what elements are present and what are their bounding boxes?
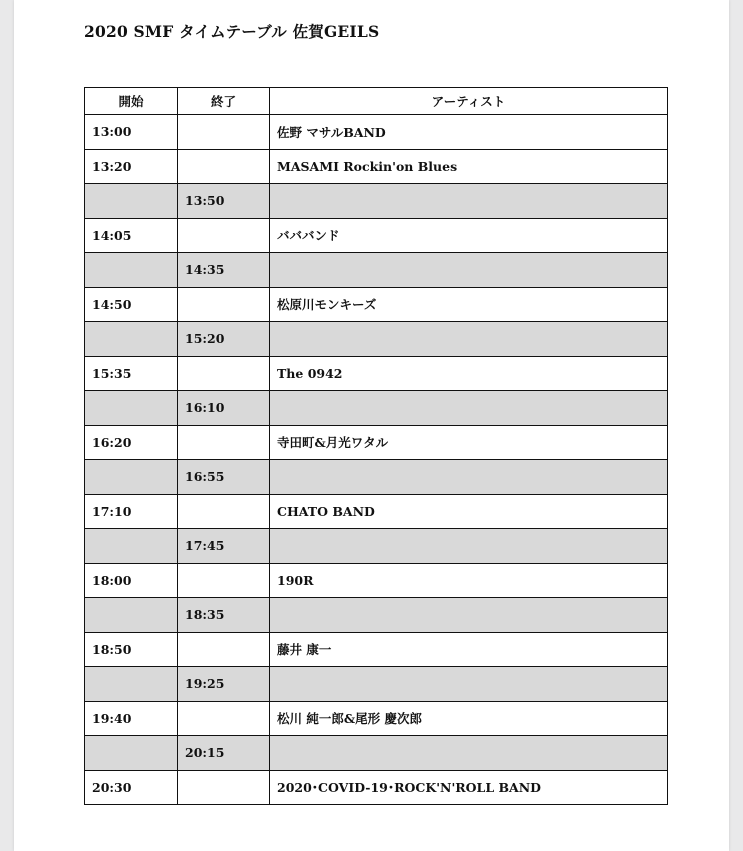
table-row <box>85 218 668 253</box>
table-row <box>85 770 668 805</box>
end-time-cell <box>178 356 270 391</box>
changeover-row <box>85 253 668 288</box>
end-time-cell <box>178 149 270 184</box>
start-time-cell: 14:50 <box>85 287 178 322</box>
artist-cell <box>270 667 668 702</box>
table-row <box>85 115 668 150</box>
table-row <box>85 287 668 322</box>
timetable <box>84 87 668 805</box>
artist-cell <box>270 184 668 219</box>
artist-cell: 2020･COVID-19･ROCK'N'ROLL BAND <box>270 770 668 805</box>
table-row <box>85 494 668 529</box>
start-time-cell: 20:30 <box>85 770 178 805</box>
start-time-cell <box>85 736 178 771</box>
start-time-cell: 18:50 <box>85 632 178 667</box>
end-time-cell: 17:45 <box>178 529 270 564</box>
start-time-cell: 17:10 <box>85 494 178 529</box>
start-time-cell <box>85 529 178 564</box>
table-row <box>85 563 668 598</box>
end-time-cell <box>178 287 270 322</box>
start-time-cell: 14:05 <box>85 218 178 253</box>
start-time-cell <box>85 253 178 288</box>
changeover-row <box>85 736 668 771</box>
end-time-cell <box>178 494 270 529</box>
end-time-cell: 14:35 <box>178 253 270 288</box>
table-row <box>85 632 668 667</box>
artist-cell <box>270 253 668 288</box>
start-time-cell <box>85 184 178 219</box>
artist-cell: MASAMI Rockin'on Blues <box>270 149 668 184</box>
changeover-row <box>85 184 668 219</box>
table-row <box>85 701 668 736</box>
table-row <box>85 425 668 460</box>
start-time-cell: 16:20 <box>85 425 178 460</box>
start-time-cell <box>85 460 178 495</box>
artist-cell <box>270 736 668 771</box>
end-time-cell <box>178 115 270 150</box>
start-time-cell <box>85 667 178 702</box>
artist-cell <box>270 460 668 495</box>
artist-cell <box>270 322 668 357</box>
end-time-cell: 15:20 <box>178 322 270 357</box>
artist-cell: 藤井 康一 <box>270 632 668 667</box>
table-row <box>85 356 668 391</box>
changeover-row <box>85 529 668 564</box>
end-time-cell <box>178 701 270 736</box>
start-time-cell <box>85 391 178 426</box>
end-time-cell <box>178 425 270 460</box>
start-time-cell: 18:00 <box>85 563 178 598</box>
header-start: 開始 <box>85 88 178 115</box>
artist-cell <box>270 391 668 426</box>
artist-cell: バババンド <box>270 218 668 253</box>
artist-cell: The 0942 <box>270 356 668 391</box>
artist-cell: 松原川モンキーズ <box>270 287 668 322</box>
timetable-body <box>85 115 668 805</box>
end-time-cell <box>178 218 270 253</box>
end-time-cell: 20:15 <box>178 736 270 771</box>
page-title: 2020 SMF タイムテーブル 佐賀GEILS <box>84 22 380 41</box>
start-time-cell: 13:20 <box>85 149 178 184</box>
changeover-row <box>85 391 668 426</box>
start-time-cell: 13:00 <box>85 115 178 150</box>
end-time-cell <box>178 563 270 598</box>
artist-cell: 佐野 マサルBAND <box>270 115 668 150</box>
changeover-row <box>85 322 668 357</box>
document-page <box>14 0 729 851</box>
changeover-row <box>85 460 668 495</box>
start-time-cell <box>85 598 178 633</box>
end-time-cell <box>178 632 270 667</box>
end-time-cell <box>178 770 270 805</box>
changeover-row <box>85 598 668 633</box>
start-time-cell: 15:35 <box>85 356 178 391</box>
end-time-cell: 19:25 <box>178 667 270 702</box>
artist-cell: 松川 純一郎&尾形 慶次郎 <box>270 701 668 736</box>
artist-cell: CHATO BAND <box>270 494 668 529</box>
end-time-cell: 16:10 <box>178 391 270 426</box>
header-artist: アーティスト <box>270 88 668 115</box>
artist-cell <box>270 529 668 564</box>
start-time-cell: 19:40 <box>85 701 178 736</box>
changeover-row <box>85 667 668 702</box>
end-time-cell: 13:50 <box>178 184 270 219</box>
header-row <box>85 88 668 115</box>
artist-cell: 190R <box>270 563 668 598</box>
start-time-cell <box>85 322 178 357</box>
header-end: 終了 <box>178 88 270 115</box>
table-row <box>85 149 668 184</box>
artist-cell <box>270 598 668 633</box>
end-time-cell: 18:35 <box>178 598 270 633</box>
artist-cell: 寺田町&月光ワタル <box>270 425 668 460</box>
end-time-cell: 16:55 <box>178 460 270 495</box>
